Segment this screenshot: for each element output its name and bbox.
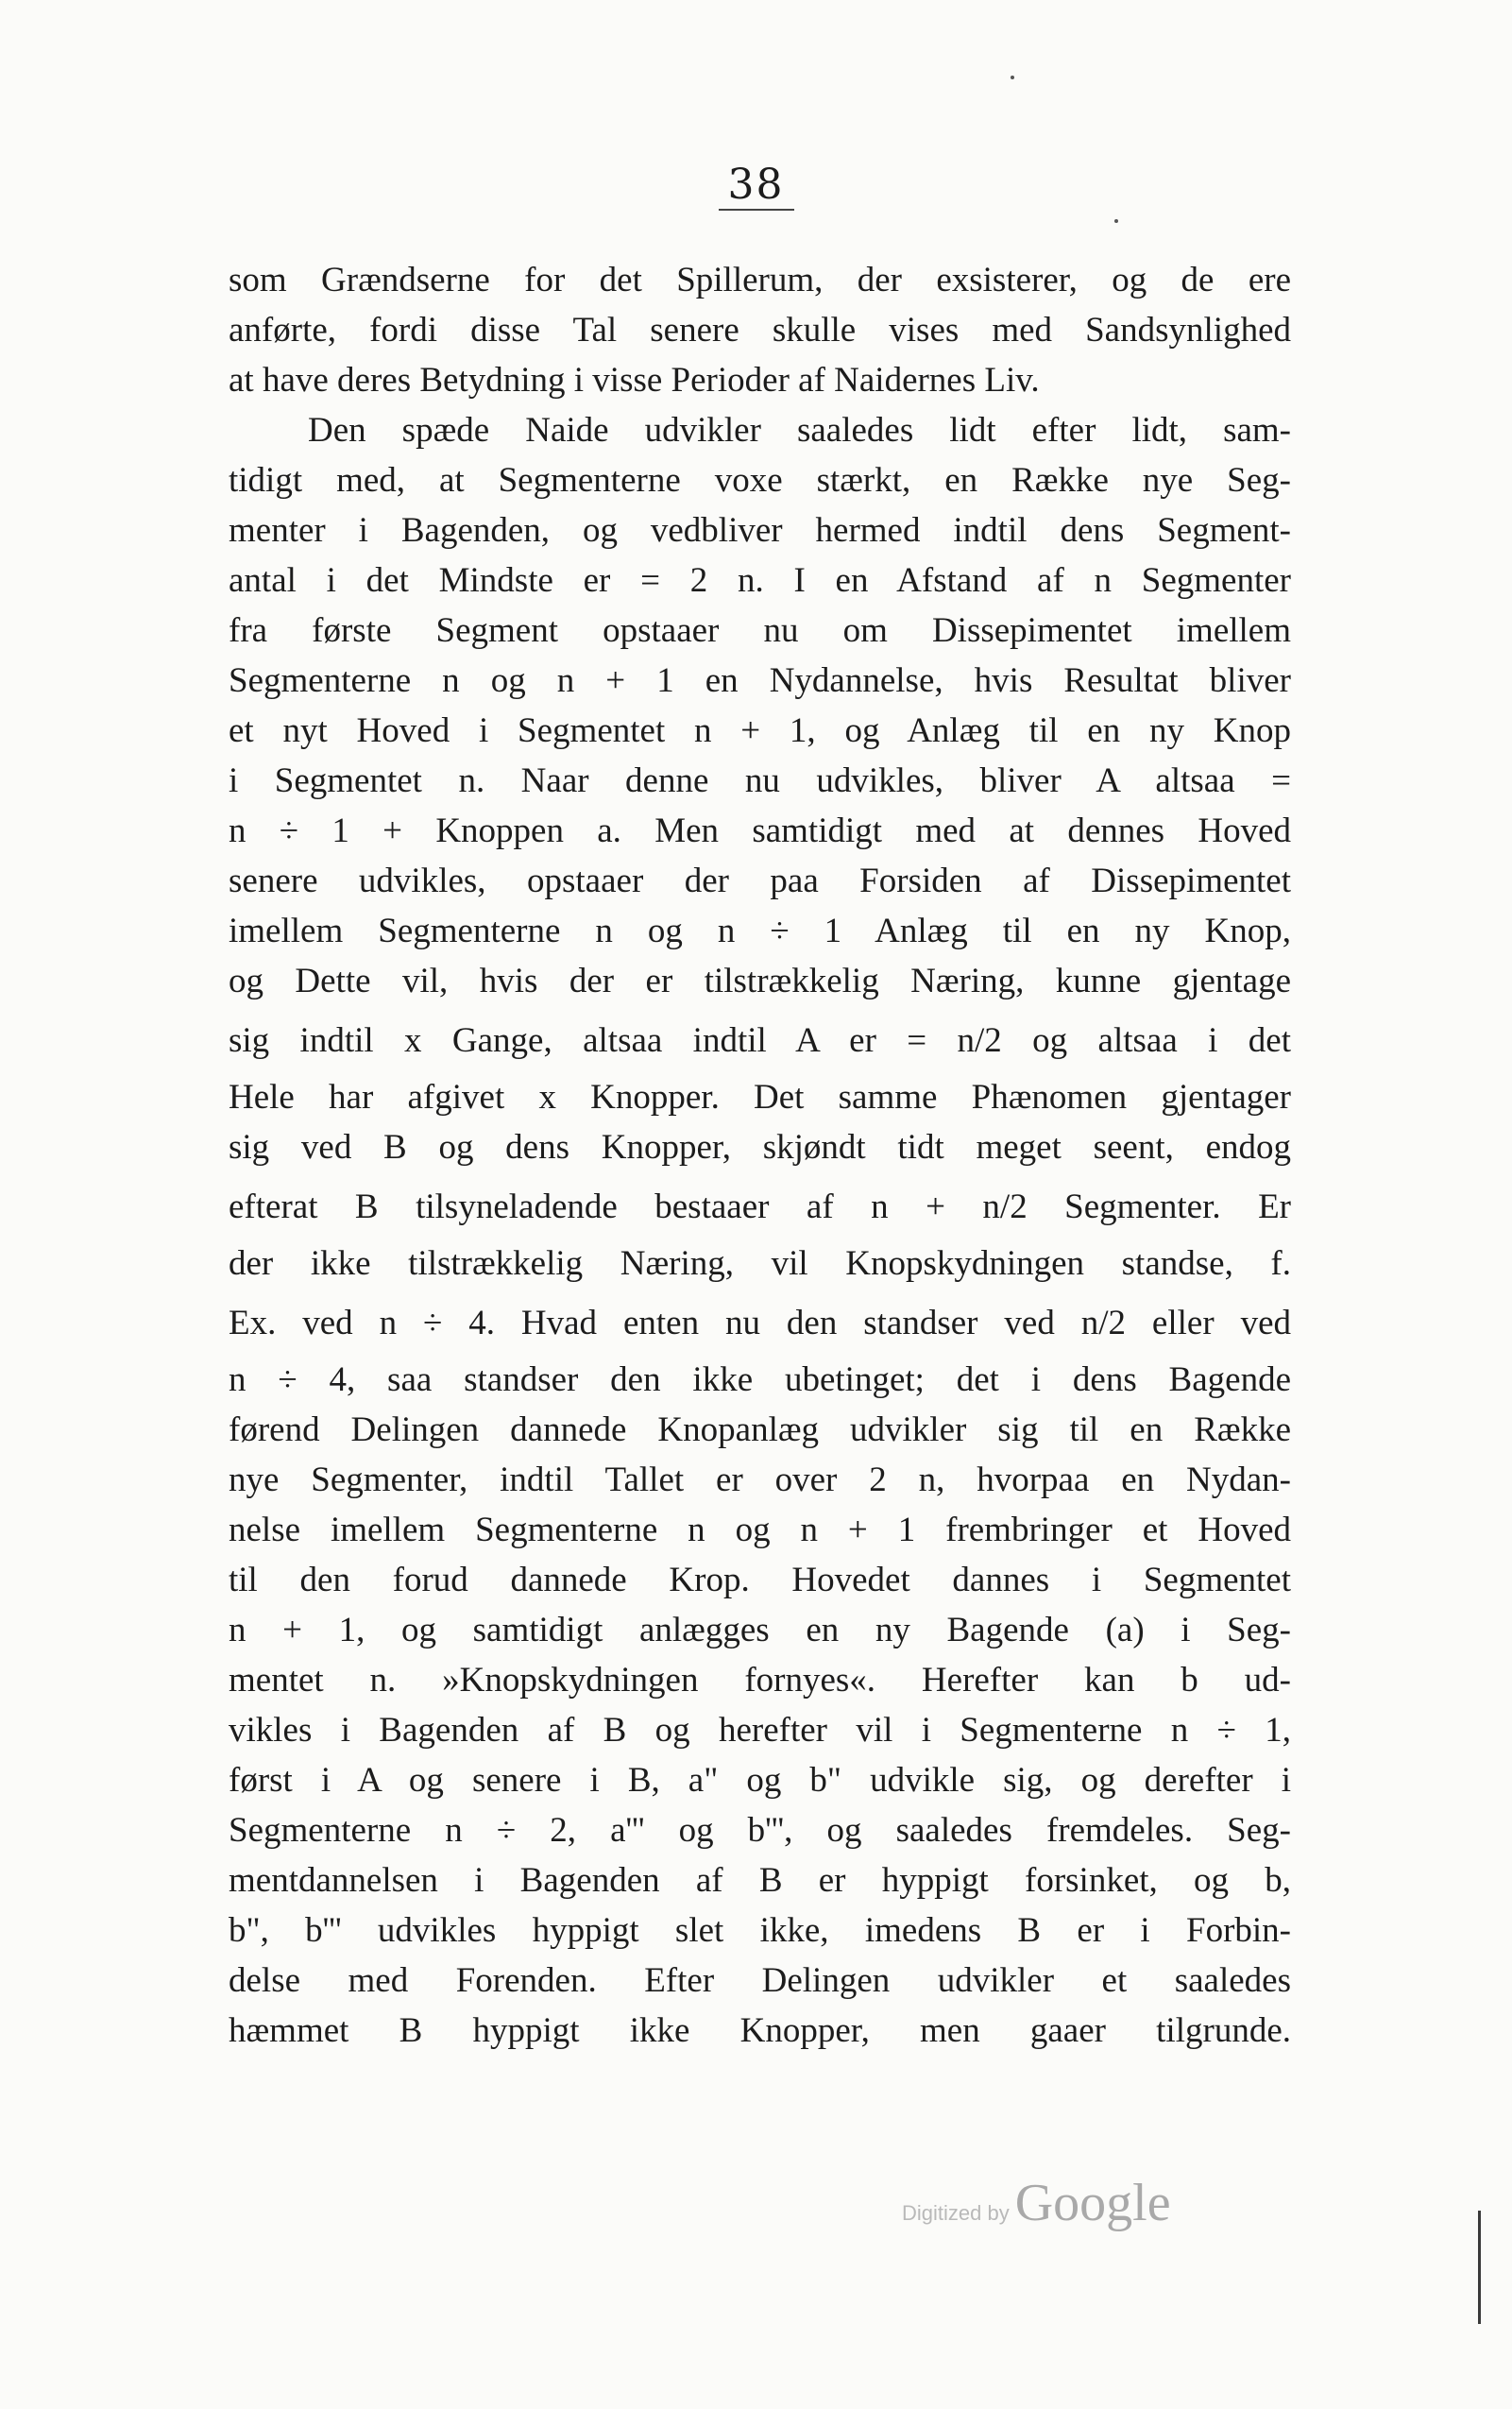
text-line: n ÷ 1 + Knoppen a. Men samtidigt med at dennes Hoved	[229, 812, 1291, 850]
text-line: sig indtil x Gange, altsaa indtil A er = n/2 og altsaa i det	[229, 1021, 1291, 1060]
text-line: mentet n. »Knopskydningen fornyes«. Herefter kan b ud-	[229, 1661, 1291, 1700]
text-line: Ex. ved n ÷ 4. Hvad enten nu den standser ved n/2 eller ved	[229, 1304, 1291, 1342]
google-logo: Google	[1014, 2174, 1171, 2232]
text-line: først i A og senere i B, a" og b" udvikle sig, og derefter i	[229, 1761, 1291, 1800]
text-line: antal i det Mindste er = 2 n. I en Afstand af n Segmenter	[229, 561, 1291, 600]
scan-speck	[1011, 76, 1014, 79]
text-line: og Dette vil, hvis der er tilstrækkelig Næring, kunne gjentage	[229, 962, 1291, 1000]
text-line: der ikke tilstrækkelig Næring, vil Knopskydningen standse, f.	[229, 1244, 1291, 1283]
text-line: menter i Bagenden, og vedbliver hermed indtil dens Segment-	[229, 511, 1291, 550]
text-line: sig ved B og dens Knopper, skjøndt tidt meget seent, endog	[229, 1128, 1291, 1167]
text-line: at have deres Betydning i visse Perioder af Naidernes Liv.	[229, 361, 1040, 400]
text-line: mentdannelsen i Bagenden af B er hyppigt forsinket, og b,	[229, 1861, 1291, 1900]
text-line: imellem Segmenterne n og n ÷ 1 Anlæg til en ny Knop,	[229, 912, 1291, 950]
text-line: i Segmentet n. Naar denne nu udvikles, bliver A altsaa =	[229, 761, 1291, 800]
text-line: senere udvikles, opstaaer der paa Forsiden af Dissepimentet	[229, 862, 1291, 900]
scan-speck	[1114, 219, 1118, 223]
text-line: tidigt med, at Segmenterne voxe stærkt, en Række nye Seg-	[229, 461, 1291, 500]
text-line: fra første Segment opstaaer nu om Dissepimentet imellem	[229, 611, 1291, 650]
margin-mark	[1478, 2211, 1481, 2324]
text-line: hæmmet B hyppigt ikke Knopper, men gaaer tilgrunde.	[229, 2011, 1291, 2050]
text-line: anførte, fordi disse Tal senere skulle vises med Sandsynlighed	[229, 311, 1291, 350]
text-line: Segmenterne n ÷ 2, a''' og b''', og saaledes fremdeles. Seg-	[229, 1811, 1291, 1850]
text-line: nelse imellem Segmenterne n og n + 1 frembringer et Hoved	[229, 1511, 1291, 1549]
text-line: efterat B tilsyneladende bestaaer af n + n/2 Segmenter. Er	[229, 1187, 1291, 1226]
text-line: Segmenterne n og n + 1 en Nydannelse, hvis Resultat bliver	[229, 661, 1291, 700]
page-number: 38	[0, 161, 1512, 209]
text-line: b", b''' udvikles hyppigt slet ikke, imedens B er i Forbin-	[229, 1911, 1291, 1950]
body-text	[229, 255, 1291, 2056]
text-line: n ÷ 4, saa standser den ikke ubetinget; det i dens Bagende	[229, 1360, 1291, 1399]
text-line: nye Segmenter, indtil Tallet er over 2 n, hvorpaa en Nydan-	[229, 1461, 1291, 1499]
text-line: n + 1, og samtidigt anlægges en ny Bagende (a) i Seg-	[229, 1611, 1291, 1649]
text-line: til den forud dannede Krop. Hovedet dannes i Segmentet	[229, 1561, 1291, 1599]
digitized-watermark	[902, 2173, 1171, 2233]
text-line: delse med Forenden. Efter Delingen udvikler et saaledes	[229, 1961, 1291, 2000]
text-line: et nyt Hoved i Segmentet n + 1, og Anlæg til en ny Knop	[229, 711, 1291, 750]
text-line: som Grændserne for det Spillerum, der exsisterer, og de ere	[229, 261, 1291, 299]
text-line: Hele har afgivet x Knopper. Det samme Phænomen gjentager	[229, 1078, 1291, 1117]
text-line: førend Delingen dannede Knopanlæg udvikler sig til en Række	[229, 1410, 1291, 1449]
watermark-prefix: Digitized by	[902, 2201, 1010, 2225]
text-line: vikles i Bagenden af B og herefter vil i Segmenterne n ÷ 1,	[229, 1711, 1291, 1750]
text-line: Den spæde Naide udvikler saaledes lidt efter lidt, sam-	[308, 411, 1291, 450]
